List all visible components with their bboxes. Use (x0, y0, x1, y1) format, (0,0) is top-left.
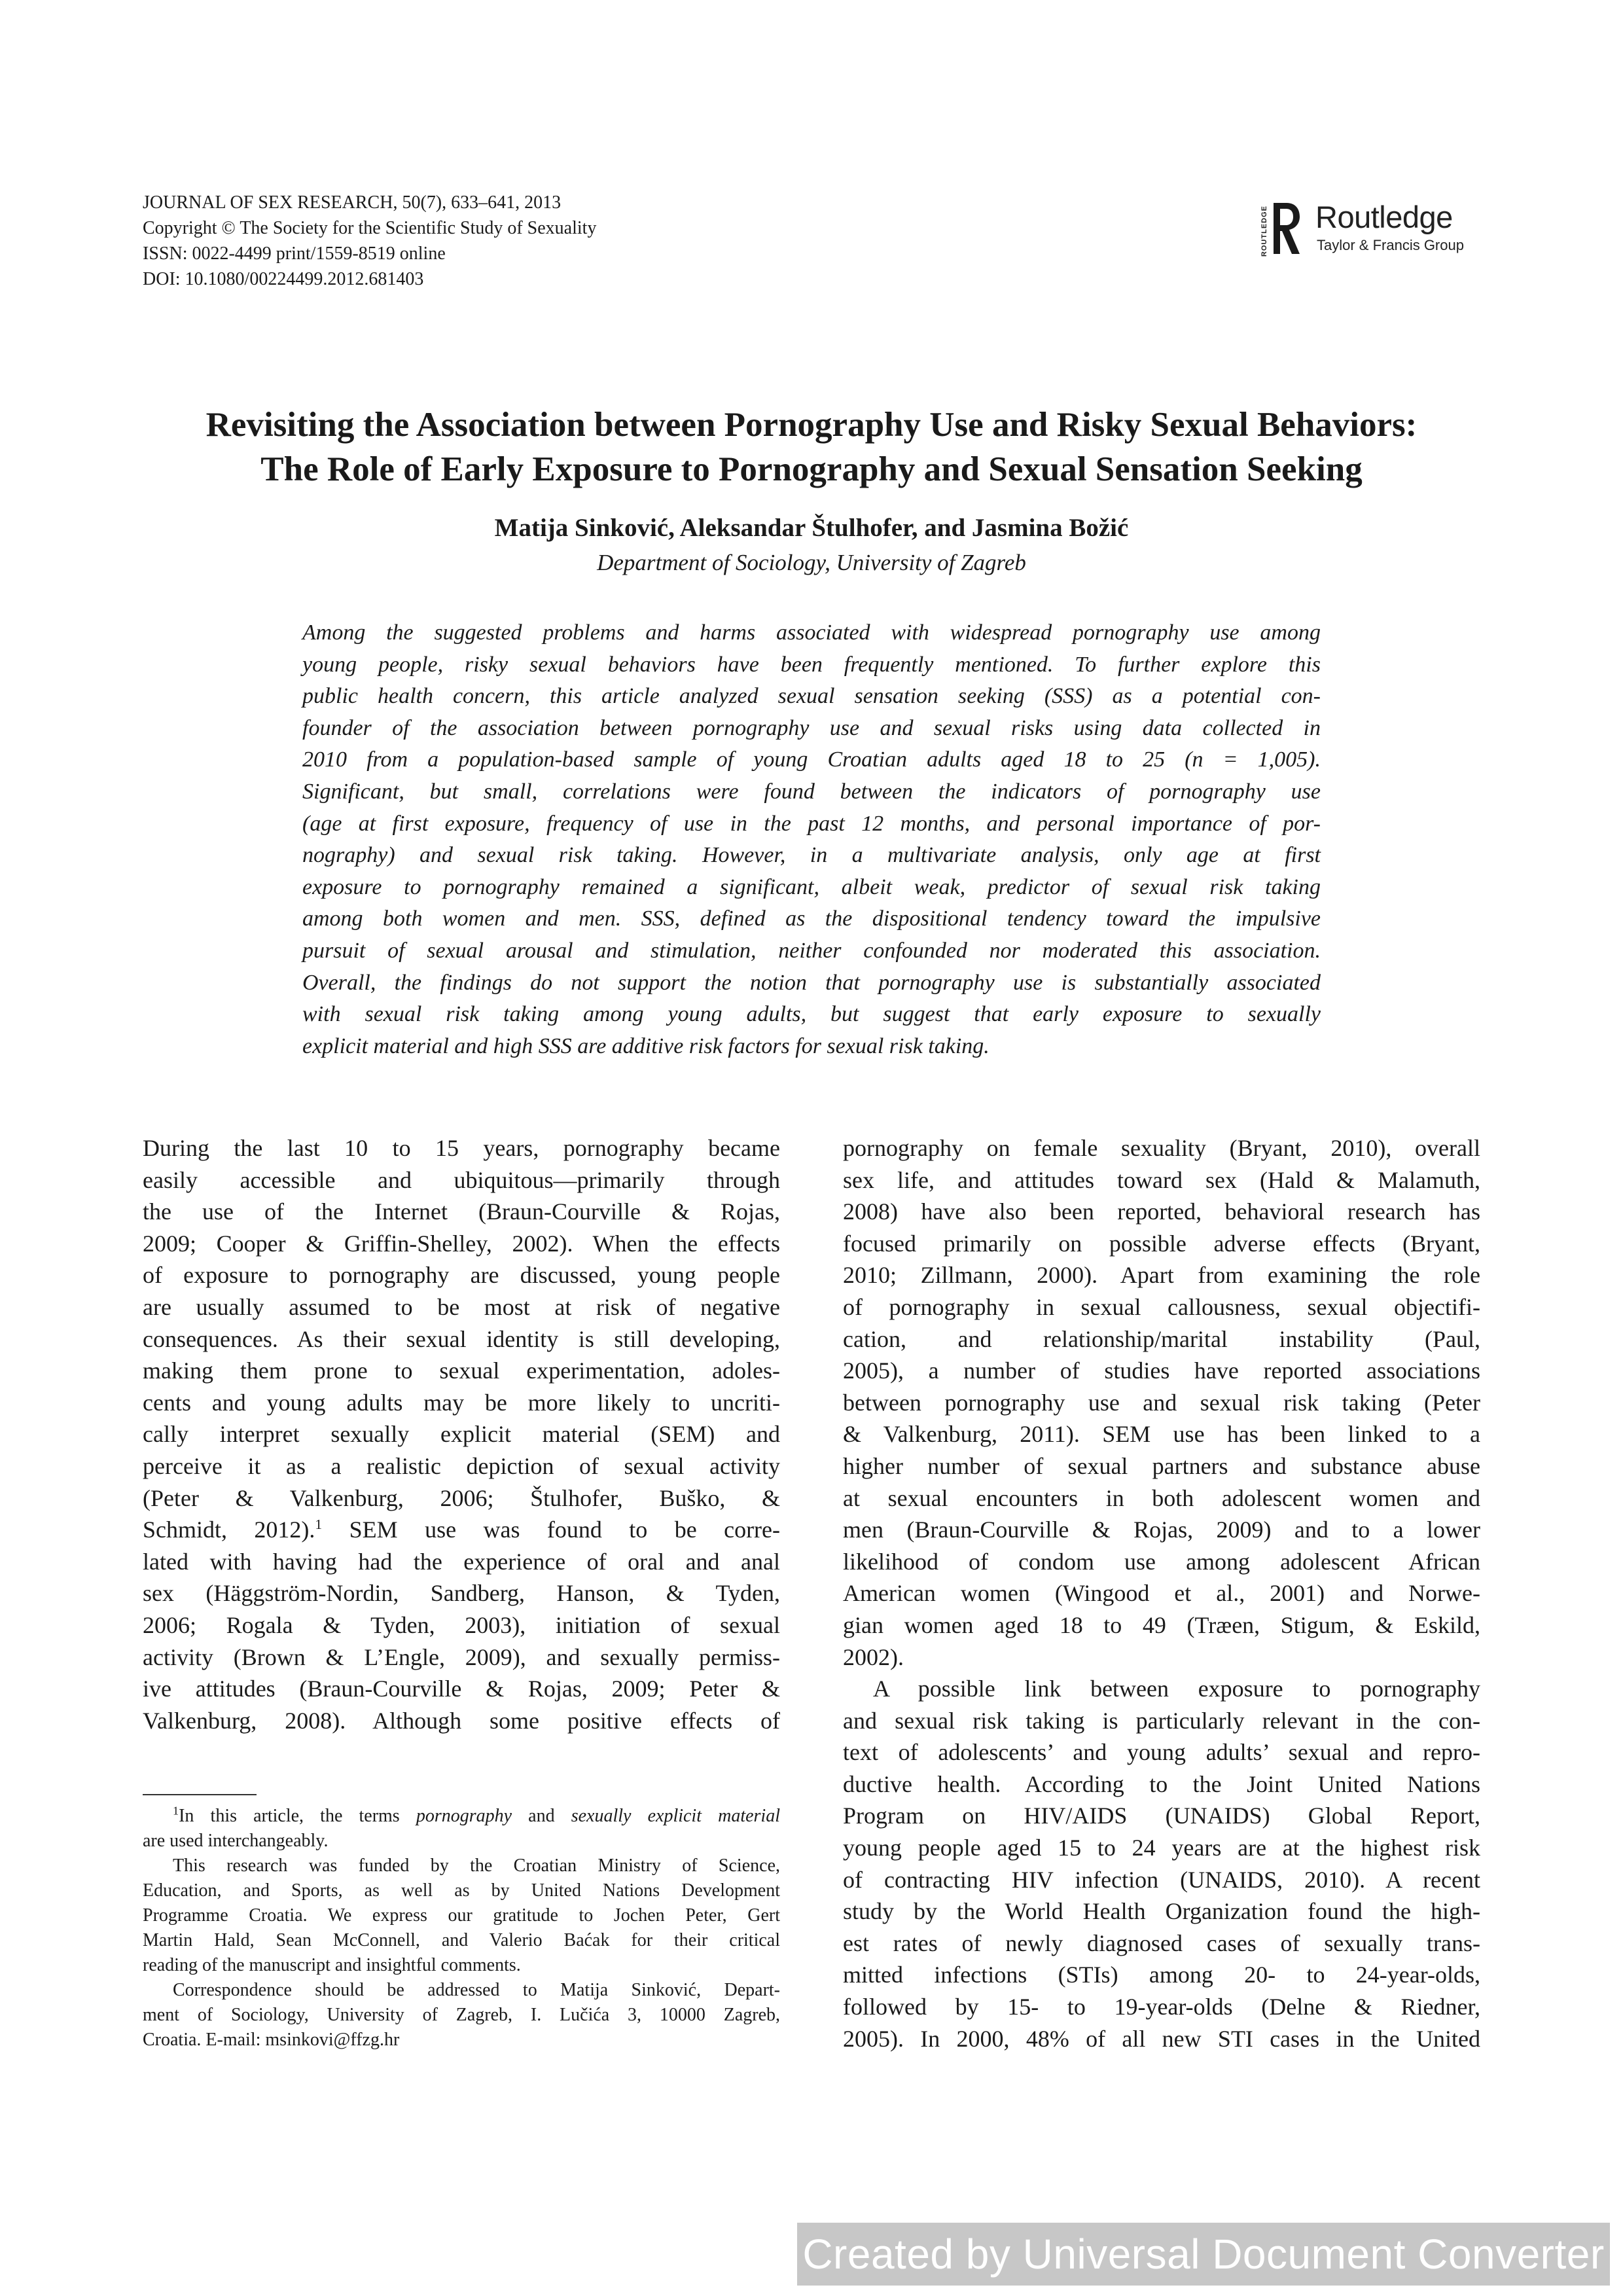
body-line: 2006; Rogala & Tyden, 2003), initiation of sexual (143, 1611, 780, 1638)
footnote-line: are used interchangeably. (143, 1831, 329, 1851)
footnotes (143, 1804, 780, 2053)
body-line: activity (Brown & L’Engle, 2009), and sexually permiss- (143, 1643, 780, 1670)
publisher-subtitle: Taylor & Francis Group (1317, 237, 1464, 253)
routledge-r-logo-icon (1264, 199, 1302, 258)
body-line: making them prone to sexual experimentation, adoles- (143, 1357, 780, 1384)
body-line: gian women aged 18 to 49 (Træen, Stigum, & Eskild, (843, 1611, 1480, 1638)
body-line: higher number of sexual partners and substance abuse (843, 1452, 1480, 1479)
abstract-line: (age at first exposure, frequency of use in the past 12 months, and personal importance of por- (302, 811, 1321, 836)
abstract-line: with sexual risk taking among young adults, but suggest that early exposure to sexually (302, 1002, 1321, 1027)
body-line: 2005). In 2000, 48% of all new STI cases in the United (843, 2025, 1480, 2052)
author-list: Matija Sinković, Aleksandar Štulhofer, and Jasmina Božić (494, 514, 1129, 542)
footnote-ref[interactable]: 1 (315, 1516, 323, 1533)
journal-citation: JOURNAL OF SEX RESEARCH, 50(7), 633–641, 2013 (143, 192, 562, 213)
body-line: 2010; Zillmann, 2000). Apart from examining the role (843, 1262, 1480, 1289)
abstract-line: young people, risky sexual behaviors have been frequently mentioned. To further explore this (302, 652, 1321, 677)
body-line: During the last 10 to 15 years, pornography became (143, 1135, 780, 1161)
body-line: of pornography in sexual callousness, sexual objectifi- (843, 1293, 1480, 1320)
doi-line: DOI: 10.1080/00224499.2012.681403 (143, 269, 424, 289)
footnote-text: and (512, 1806, 571, 1826)
logo-vertical-text: ROUTLEDGE (1260, 206, 1268, 257)
issn-line: ISSN: 0022-4499 print/1559-8519 online (143, 243, 446, 264)
converter-watermark (797, 2223, 1610, 2286)
correspondence-line: ment of Sociology, University of Zagreb, I. Lučića 3, 10000 Zagreb, (143, 2005, 780, 2025)
body-line: of contracting HIV infection (UNAIDS, 2010). A recent (843, 1866, 1480, 1893)
abstract (302, 617, 1321, 1062)
body-line: (Peter & Valkenburg, 2006; Štulhofer, Buško, & (143, 1484, 780, 1511)
footnote-term: pornography (416, 1806, 512, 1826)
abstract-line: public health concern, this article analyzed sexual sensation seeking (SSS) as a potential con- (302, 684, 1321, 709)
abstract-line: pursuit of sexual arousal and stimulation, neither confounded nor moderated this association. (302, 938, 1321, 963)
body-line: likelihood of condom use among adolescent African (843, 1548, 1480, 1575)
abstract-line: explicit material and high SSS are additive risk factors for sexual risk taking. (302, 1033, 990, 1058)
body-line: Valkenburg, 2008). Although some positive effects of (143, 1707, 780, 1734)
body-column-left (143, 1132, 780, 1736)
body-line: ductive health. According to the Joint United Nations (843, 1770, 1480, 1797)
body-line: young people aged 15 to 24 years are at the highest risk (843, 1835, 1480, 1861)
body-line-with-footnote (143, 1514, 780, 1546)
title-line-1: Revisiting the Association between Pornography Use and Risky Sexual Behaviors: (205, 406, 1418, 444)
abstract-line: nography) and sexual risk taking. However, in a multivariate analysis, only age at first (302, 843, 1321, 868)
body-line: are usually assumed to be most at risk of negative (143, 1293, 780, 1320)
title-line-2: The Role of Early Exposure to Pornography and Sexual Sensation Seeking (260, 450, 1363, 488)
footnote-term: sexually explicit material (571, 1806, 780, 1826)
body-line: perceive it as a realistic depiction of sexual activity (143, 1452, 780, 1479)
abstract-line: among both women and men. SSS, defined as the dispositional tendency toward the impulsive (302, 906, 1321, 931)
body-text: SEM use was found to be corre- (349, 1516, 781, 1543)
body-line: study by the World Health Organization found the high- (843, 1898, 1480, 1925)
body-line: cation, and relationship/marital instability (Paul, (843, 1325, 1480, 1352)
abstract-line: exposure to pornography remained a significant, albeit weak, predictor of sexual risk taking (302, 874, 1321, 899)
article-title (118, 403, 1505, 492)
body-line: & Valkenburg, 2011). SEM use has been linked to a (843, 1421, 1480, 1448)
funding-line: Programme Croatia. We express our gratitude to Jochen Peter, Gert (143, 1905, 780, 1926)
body-line: Program on HIV/AIDS (UNAIDS) Global Report, (843, 1803, 1480, 1829)
copyright-line: Copyright © The Society for the Scientific Study of Sexuality (143, 218, 597, 238)
abstract-line: 2010 from a population-based sample of young Croatian adults aged 18 to 25 (n = 1,005). (302, 747, 1321, 772)
funding-line: Education, and Sports, as well as by United Nations Development (143, 1880, 780, 1901)
publisher-name: Routledge (1315, 200, 1453, 234)
body-line: est rates of newly diagnosed cases of sexually trans- (843, 1929, 1480, 1956)
body-line: sex (Häggström-Nordin, Sandberg, Hanson, & Tyden, (143, 1580, 780, 1607)
body-line: cally interpret sexually explicit material (SEM) and (143, 1421, 780, 1448)
correspondence-line: Correspondence should be addressed to Matija Sinković, Depart- (173, 1980, 780, 2000)
body-line: mitted infections (STIs) among 20- to 24-year-olds, (843, 1962, 1480, 1988)
body-line: focused primarily on possible adverse effects (Bryant, (843, 1230, 1480, 1257)
body-line: American women (Wingood et al., 2001) and Norwe- (843, 1580, 1480, 1607)
body-line: followed by 15- to 19-year-olds (Delne & Riedner, (843, 1994, 1480, 2020)
footnote-text: In this article, the terms (179, 1806, 416, 1826)
body-line: A possible link between exposure to pornography (873, 1676, 1480, 1702)
body-line: the use of the Internet (Braun-Courville & Rojas, (143, 1198, 780, 1225)
body-line: consequences. As their sexual identity is still developing, (143, 1325, 780, 1352)
abstract-line: Significant, but small, correlations were found between the indicators of pornography use (302, 779, 1321, 804)
body-line: 2008) have also been reported, behavioral research has (843, 1198, 1480, 1225)
body-column-right (843, 1132, 1480, 2054)
footnote-1 (143, 1804, 780, 1829)
body-line: 2005), a number of studies have reported associations (843, 1357, 1480, 1384)
body-line: ive attitudes (Braun-Courville & Rojas, 2009; Peter & (143, 1676, 780, 1702)
body-line: between pornography use and sexual risk taking (Peter (843, 1389, 1480, 1416)
funding-line: Martin Hald, Sean McConnell, and Valerio Baćak for their critical (143, 1930, 780, 1950)
body-line: and sexual risk taking is particularly relevant in the con- (843, 1707, 1480, 1734)
watermark-text: Created by Universal Document Converter (802, 2231, 1605, 2278)
body-line: men (Braun-Courville & Rojas, 2009) and to a lower (843, 1516, 1480, 1543)
body-line: sex life, and attitudes toward sex (Hald & Malamuth, (843, 1166, 1480, 1193)
body-line: pornography on female sexuality (Bryant, 2010), overall (843, 1135, 1480, 1161)
abstract-line: Among the suggested problems and harms associated with widespread pornography use among (302, 620, 1321, 645)
publisher-logo (1260, 196, 1487, 268)
funding-line: reading of the manuscript and insightful comments. (143, 1955, 521, 1975)
body-line: easily accessible and ubiquitous—primarily through (143, 1166, 780, 1193)
journal-header (143, 190, 928, 292)
correspondence-email[interactable]: Croatia. E-mail: msinkovi@ffzg.hr (143, 2030, 400, 2050)
footnote-marker: 1 (173, 1804, 179, 1818)
body-line: text of adolescents’ and young adults’ sexual and repro- (843, 1739, 1480, 1766)
abstract-line: founder of the association between pornography use and sexual risks using data collected in (302, 715, 1321, 740)
funding-line: This research was funded by the Croatian Ministry of Science, (173, 1856, 780, 1876)
body-line: 2002). (843, 1643, 904, 1670)
author-affiliation: Department of Sociology, University of Zagreb (597, 550, 1026, 575)
body-line: cents and young adults may be more likely to uncriti- (143, 1389, 780, 1416)
body-text: Schmidt, 2012). (143, 1516, 315, 1543)
body-line: 2009; Cooper & Griffin-Shelley, 2002). When the effects (143, 1230, 780, 1257)
body-line: lated with having had the experience of oral and anal (143, 1548, 780, 1575)
footnote-divider (143, 1794, 257, 1795)
abstract-line: Overall, the findings do not support the notion that pornography use is substantially associated (302, 970, 1321, 995)
body-line: of exposure to pornography are discussed, young people (143, 1262, 780, 1289)
body-line: at sexual encounters in both adolescent women and (843, 1484, 1480, 1511)
